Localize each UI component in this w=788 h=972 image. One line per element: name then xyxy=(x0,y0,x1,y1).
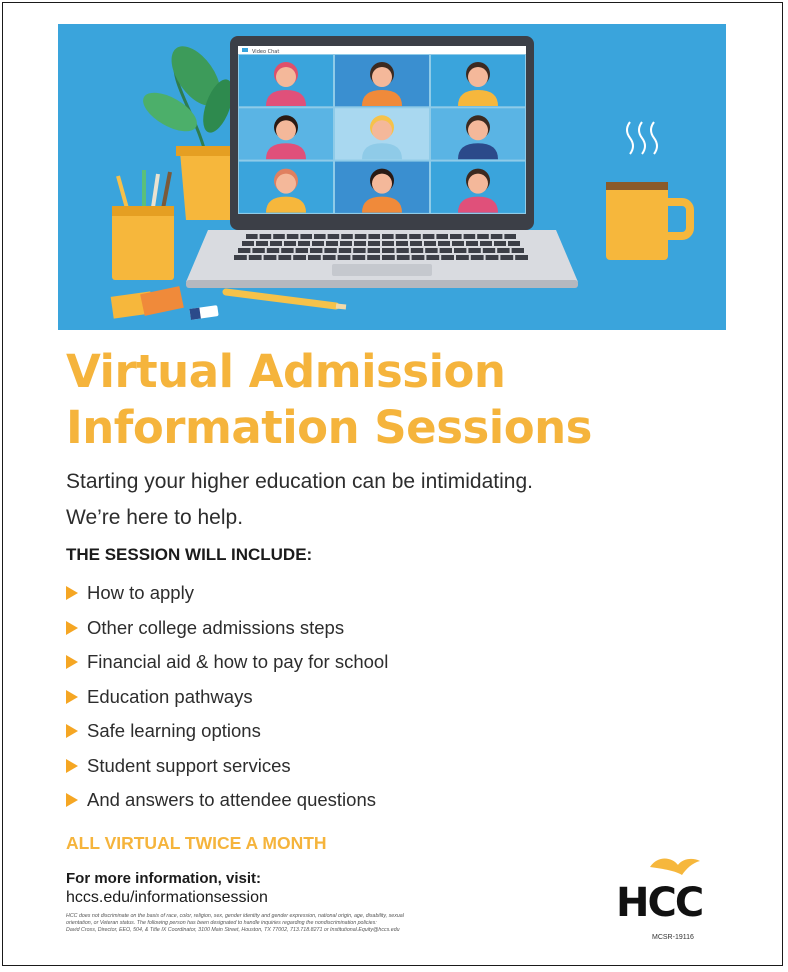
keyboard-key xyxy=(238,248,250,253)
title-line-2: Information Sessions xyxy=(66,401,592,454)
keyboard-key xyxy=(267,248,279,253)
keyboard-key xyxy=(382,241,394,246)
keyboard-key xyxy=(423,234,435,239)
participant-tile xyxy=(239,108,333,159)
list-item: And answers to attendee questions xyxy=(66,783,388,818)
keyboard-key xyxy=(368,234,380,239)
triangle-bullet-icon xyxy=(66,655,78,669)
keyboard-key xyxy=(436,234,448,239)
keyboard-key xyxy=(323,255,336,260)
page-title xyxy=(66,344,726,456)
keyboard-key xyxy=(353,248,365,253)
nondiscrimination-notice: HCC does not discriminate on the basis of race, color, religion, sex, gender identity and gender expression, national origin, age, disability, sexual orientation, or Veteran status. The following person has been designated to handle inquiries regarding the nondiscrimination policies: David Cross, Director, EEO, 504, & Title IX Coordinator, 3100 Main Street, Houston, TX 77002, 713.718.8271 or Institutional.Equity@hccs.edu xyxy=(66,913,404,933)
session-list xyxy=(66,576,388,818)
keyboard-key xyxy=(341,234,353,239)
keyboard-key xyxy=(354,241,366,246)
keyboard-key xyxy=(477,234,489,239)
coffee-mug-icon xyxy=(606,122,690,260)
keyboard-key xyxy=(382,234,394,239)
list-item: Financial aid & how to pay for school xyxy=(66,645,388,680)
keyboard-key xyxy=(464,234,476,239)
keyboard-key xyxy=(480,241,492,246)
triangle-bullet-icon xyxy=(66,759,78,773)
keyboard-key xyxy=(234,255,247,260)
document-code: MCSR-19116 xyxy=(652,934,694,941)
keyboard-key xyxy=(466,241,478,246)
keyboard-key xyxy=(324,248,336,253)
keyboard-key xyxy=(515,255,528,260)
keyboard-key xyxy=(500,255,513,260)
subtitle xyxy=(66,464,533,536)
keyboard-key xyxy=(281,248,293,253)
triangle-bullet-icon xyxy=(66,724,78,738)
keyboard-key xyxy=(411,248,423,253)
keyboard-key xyxy=(287,234,299,239)
contact-label: For more information, visit: xyxy=(66,870,262,887)
keyboard-key xyxy=(314,234,326,239)
keyboard-key xyxy=(441,255,454,260)
pencil-cup-icon xyxy=(112,170,174,280)
hcc-logo xyxy=(610,853,728,923)
keyboard-key xyxy=(410,241,422,246)
keyboard-key xyxy=(338,255,351,260)
keyboard-key xyxy=(256,241,268,246)
keyboard-key xyxy=(284,241,296,246)
keyboard-key xyxy=(273,234,285,239)
participant-tile xyxy=(335,162,429,213)
keyboard-key xyxy=(293,255,306,260)
participant-tile xyxy=(335,108,429,159)
keyboard-key xyxy=(382,255,395,260)
keyboard-key xyxy=(468,248,480,253)
keyboard-key xyxy=(382,248,394,253)
keyboard-key xyxy=(252,248,264,253)
keyboard-key xyxy=(508,241,520,246)
triangle-bullet-icon xyxy=(66,793,78,807)
keyboard-key xyxy=(246,234,258,239)
laptop-icon xyxy=(186,36,578,288)
keyboard-key xyxy=(300,234,312,239)
keyboard-key xyxy=(340,241,352,246)
keyboard-key xyxy=(452,241,464,246)
keyboard-key xyxy=(368,248,380,253)
participant-tile xyxy=(239,55,333,106)
keyboard-key xyxy=(296,248,308,253)
keyboard-key xyxy=(367,255,380,260)
keyboard-key xyxy=(412,255,425,260)
list-item: Student support services xyxy=(66,749,388,784)
keyboard-key xyxy=(308,255,321,260)
keyboard-key xyxy=(397,255,410,260)
keyboard-key xyxy=(438,241,450,246)
keyboard-key xyxy=(326,241,338,246)
keyboard-key xyxy=(454,248,466,253)
keyboard-key xyxy=(264,255,277,260)
keyboard-key xyxy=(486,255,499,260)
keyboard-key xyxy=(491,234,503,239)
eagle-icon xyxy=(650,859,700,876)
keyboard-key xyxy=(242,241,254,246)
triangle-bullet-icon xyxy=(66,621,78,635)
schedule-text: ALL VIRTUAL TWICE A MONTH xyxy=(66,833,327,853)
session-heading: THE SESSION WILL INCLUDE: xyxy=(66,545,313,564)
plant-icon xyxy=(137,38,240,220)
keyboard-key xyxy=(440,248,452,253)
list-item: Safe learning options xyxy=(66,714,388,749)
keyboard-key xyxy=(471,255,484,260)
participant-tile xyxy=(431,108,525,159)
keyboard-key xyxy=(260,234,272,239)
list-item: Other college admissions steps xyxy=(66,611,388,646)
keyboard-key xyxy=(328,234,340,239)
keyboard-key xyxy=(249,255,262,260)
keyboard-key xyxy=(278,255,291,260)
keyboard-key xyxy=(456,255,469,260)
keyboard-key xyxy=(497,248,509,253)
keyboard-key xyxy=(270,241,282,246)
keyboard-key xyxy=(409,234,421,239)
keyboard-key xyxy=(310,248,322,253)
subtitle-line-2: We’re here to help. xyxy=(66,506,244,529)
triangle-bullet-icon xyxy=(66,690,78,704)
keyboard-key xyxy=(368,241,380,246)
list-item: How to apply xyxy=(66,576,388,611)
logo-text: HCC xyxy=(616,880,703,923)
subtitle-line-1: Starting your higher education can be intimidating. xyxy=(66,470,533,493)
keyboard-key xyxy=(352,255,365,260)
keyboard-key xyxy=(355,234,367,239)
info-url[interactable]: hccs.edu/informationsession xyxy=(66,889,268,906)
title-line-1: Virtual Admission xyxy=(66,345,506,398)
keyboard-key xyxy=(426,255,439,260)
keyboard-key xyxy=(396,248,408,253)
participant-tile xyxy=(335,55,429,106)
video-chat-label: Video Chat xyxy=(252,49,280,55)
keyboard-key xyxy=(298,241,310,246)
participant-tile xyxy=(239,162,333,213)
list-item: Education pathways xyxy=(66,680,388,715)
keyboard-key xyxy=(494,241,506,246)
keyboard-key xyxy=(339,248,351,253)
participant-tile xyxy=(431,55,525,106)
keyboard-key xyxy=(396,241,408,246)
participant-tile xyxy=(431,162,525,213)
keyboard-key xyxy=(424,241,436,246)
keyboard-key xyxy=(396,234,408,239)
keyboard-key xyxy=(504,234,516,239)
triangle-bullet-icon xyxy=(66,586,78,600)
keyboard-key xyxy=(312,241,324,246)
keyboard-key xyxy=(450,234,462,239)
keyboard-key xyxy=(425,248,437,253)
keyboard-key xyxy=(512,248,524,253)
hero-illustration xyxy=(58,24,726,330)
keyboard-key xyxy=(483,248,495,253)
